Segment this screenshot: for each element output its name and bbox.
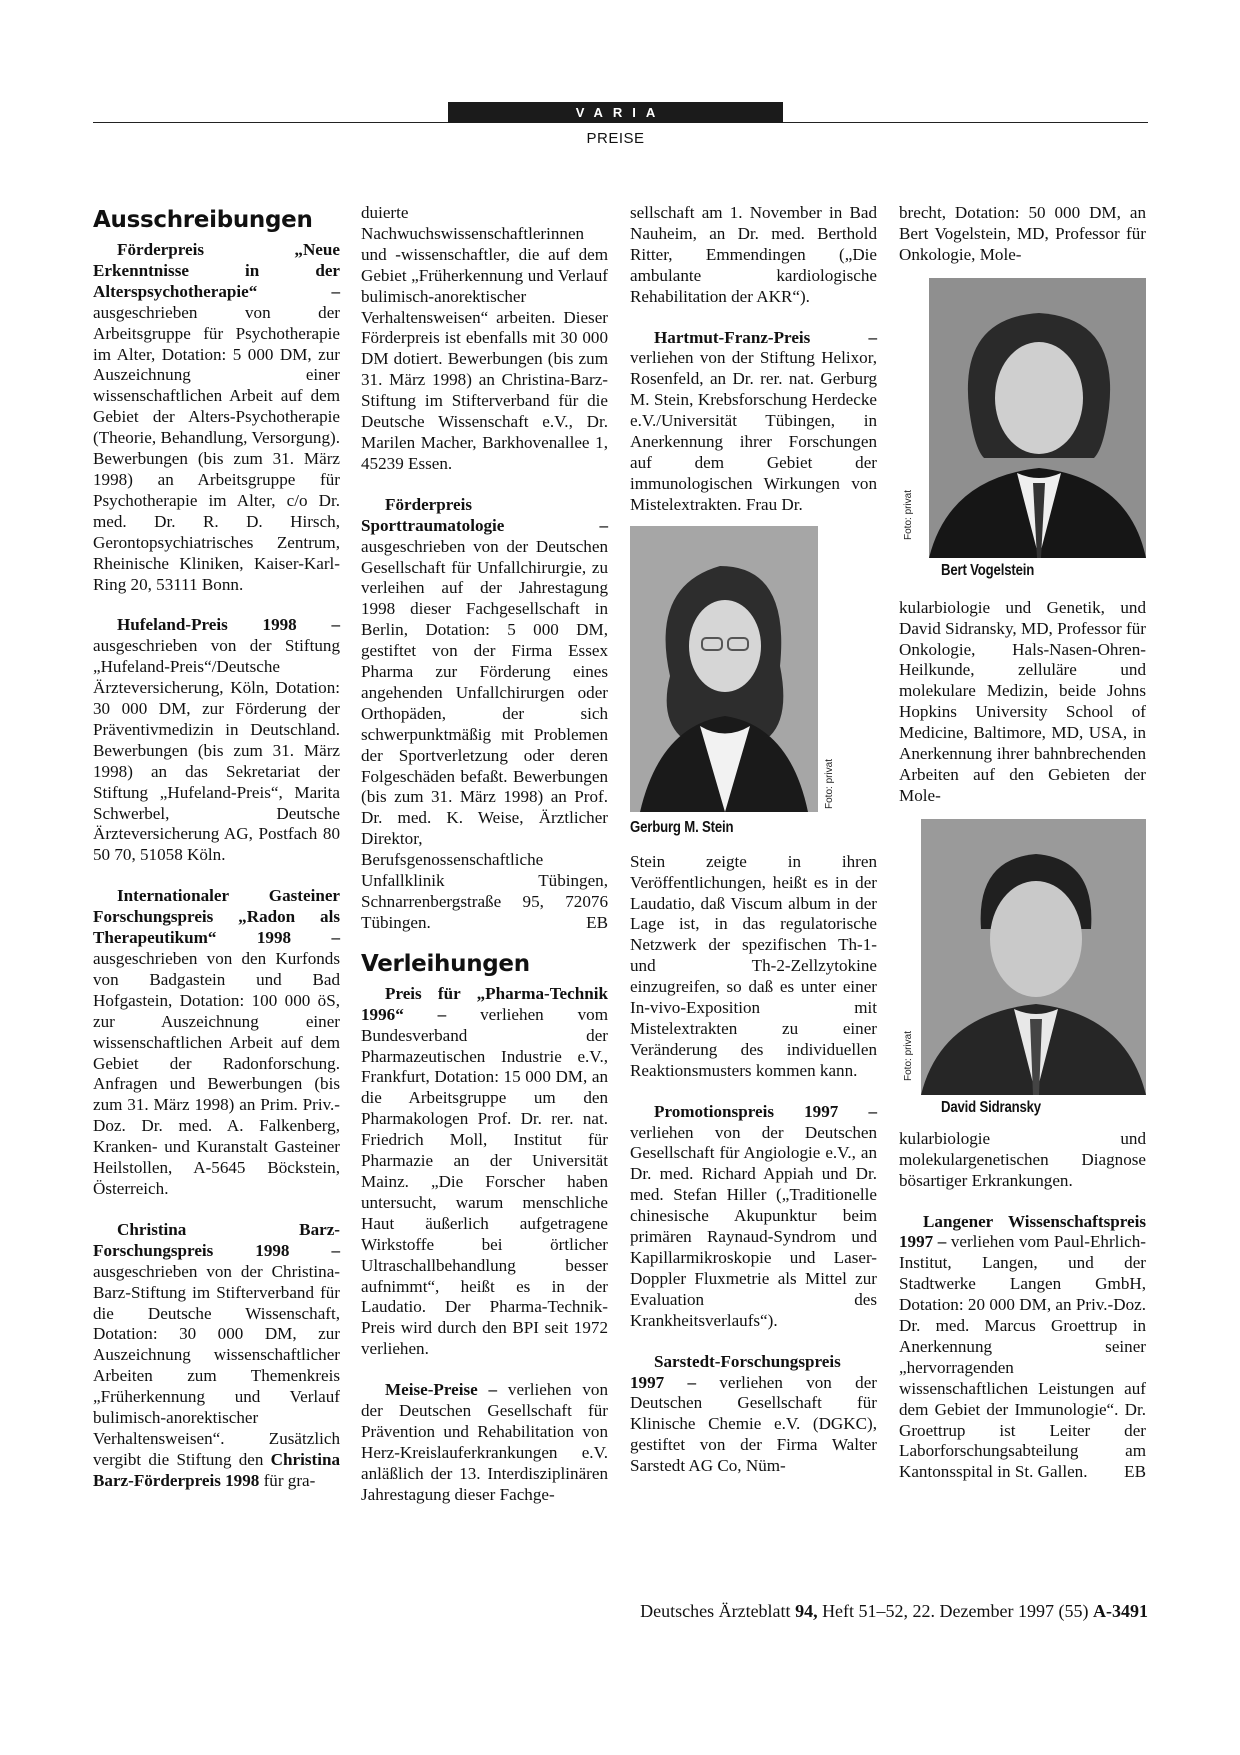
column-3	[630, 203, 877, 1477]
prize-title: Förderpreis „Neue Erkenntnisse in der Alterspsychotherapie“ –	[93, 240, 340, 301]
column-1	[93, 203, 340, 1492]
paragraph-pharma-technik: Preis für „Pharma-Technik 1996“ – verliehen vom Bundesverband der Pharmazeutischen Industrie e.V., Frankfurt, Dotation: 15 000 DM, an die Arbeitsgruppe um den Pharmakologen Prof. Dr. rer. nat. Friedrich Moll, Institut für Pharmazie an der Universität Mainz. „Die Forscher haben untersucht, warum menschliche Haut äußerlich aufgetragene Wirkstoffe bei örtlicher Ultraschallbehandlung besser aufnimmt“, heißt es in der Laudatio. Der Pharma-Technik-Preis wird durch den BPI seit 1972 verliehen.	[361, 983, 609, 1359]
paragraph-vogelstein-cont: kularbiologie und Genetik, und David Sidransky, MD, Professor für Onkologie, Hals-Nasen-Ohren-Heilkunde, zelluläre und molekulare Medizin, beide Johns Hopkins University School of Medicine, Baltimore, MD, USA, in Anerkennung ihrer bahnbrechenden Arbeiten auf den Gebieten der Mole-	[899, 597, 1146, 805]
photo-credit: Foto: privat	[903, 489, 914, 540]
author-initials: EB	[586, 912, 608, 932]
paragraph-sarstedt-cont: brecht, Dotation: 50 000 DM, an Bert Vogelstein, MD, Professor für Onkologie, Mole-	[899, 203, 1146, 264]
heading-verleihungen: Verleihungen	[361, 950, 530, 977]
photo-gerburg-stein	[630, 526, 880, 846]
page-footer	[520, 1601, 1148, 1622]
photo-credit: Foto: privat	[824, 758, 835, 809]
prize-title: Preis für „Pharma-Technik 1996“ –	[361, 983, 608, 1024]
paragraph-barz-cont: duierte Nachwuchswissenschaftlerinnen und -wissenschaftler, die auf dem Gebiet „Früherkennung und Verlauf bulimisch-anorektischer Verhaltensweisen“ arbeiten. Dieser Förderpreis ist ebenfalls mit 30 000 DM dotiert. Bewerbungen (bis zum 31. März 1998) an Christina-Barz-Stiftung im Stifterverband für die Deutsche Wissenschaft e.V., Dr. Marilen Macher, Barkhovenallee 1, 45239 Essen.	[361, 203, 608, 473]
photo-credit: Foto: privat	[903, 1030, 914, 1081]
paragraph-stein-cont: Stein zeigte in ihren Veröffentlichungen, heißt es in der Laudatio, daß Viscum album in der Lage ist, in das regulatorische Netzwerk der spezifischen Th-1- und Th-2-Zellzytokine einzugreifen, so daß es unter einer In-vivo-Exposition mit Mistelextrakten zu einer Veränderung des individuellen Reaktionsmusters kommen kann.	[630, 851, 877, 1080]
paragraph-neue-erkenntnisse: Förderpreis „Neue Erkenntnisse in der Alterspsychotherapie“ – ausgeschrieben von der Arbeitsgruppe für Psychotherapie im Alter, Dotation: 5 000 DM, zur Auszeichnung einer wissenschaftlichen Arbeit auf dem Gebiet der Alters-Psychotherapie (Theorie, Behandlung, Versorgung). Bewerbungen (bis zum 31. März 1998) an Arbeitsgruppe für Psychotherapie im Alter, c/o Dr. med. Dr. R. D. Hirsch, Gerontopsychiatrisches Zentrum, Rheinische Kliniken, Kaiser-Karl-Ring 20, 53111 Bonn.	[93, 240, 340, 594]
paragraph-sporttraumatologie: Förderpreis Sporttraumatologie – ausgeschrieben von der Deutschen Gesellschaft für Unfallchirurgie, zu verleihen auf der Jahrestagung 1998 dieser Fachgesellschaft in Berlin, Dotation: 5 000 DM, gestiftet von der Firma Essex Pharma zur Förderung eines angehenden Unfallchirurgen oder Orthopäden, der sich schwerpunktmäßig mit Problemen der Sportverletzung oder deren Folgeschäden befaßt. Bewerbungen (bis zum 31. März 1998) an Prof. Dr. med. K. Weise, Ärztlicher Direktor, Berufsgenossenschaftliche Unfallklinik Tübingen, Schnarrenbergstraße 95, 72076 Tübingen. EB	[361, 494, 608, 932]
photo-bert-vogelstein	[899, 278, 1149, 586]
issue-info: Heft 51–52, 22. Dezember 1997 (55)	[817, 1601, 1093, 1621]
portrait-image	[921, 819, 1146, 1095]
photo-caption: Bert Vogelstein	[941, 561, 1035, 579]
paragraph-hartmut-franz: Hartmut-Franz-Preis – verliehen von der Stiftung Helixor, Rosenfeld, an Dr. rer. nat. Gerburg M. Stein, Krebsforschung Herdecke e.V./Universität Tübingen, in Anerkennung ihrer Forschungen auf dem Gebiet der immunologischen Wirkungen von Mistelextrakten. Frau Dr.	[630, 327, 877, 514]
portrait-image	[630, 526, 818, 812]
paragraph-meise-cont: sellschaft am 1. November in Bad Nauheim, an Dr. med. Berthold Ritter, Emmendingen („Die ambulante kardiologische Rehabilitation der AKR“).	[630, 203, 877, 306]
paragraph-gasteiner: Internationaler Gasteiner Forschungspreis „Radon als Therapeutikum“ 1998 – ausgeschrieben von den Kurfonds von Badgastein und Bad Hofgastein, Dotation: 100 000 öS, zur Auszeichnung einer wissenschaftlichen Arbeit auf dem Gebiet der Radonforschung. Anfragen und Bewerbungen (bis zum 31. März 1998) an Prim. Priv.-Doz. Dr. med. A. Falkenberg, Kranken- und Kuranstalt Gasteiner Heilstollen, A-5645 Böckstein, Österreich.	[93, 886, 340, 1198]
prize-title: Sarstedt-Forschungspreis 1997 –	[630, 1351, 841, 1392]
paragraph-sarstedt: Sarstedt-Forschungspreis 1997 – verliehen von der Deutschen Gesellschaft für Klinische Chemie e.V. (DGKC), gestiftet von der Firma Walter Sarstedt AG Co, Nüm-	[630, 1351, 877, 1476]
photo-caption: David Sidransky	[941, 1098, 1041, 1116]
paragraph-promotionspreis: Promotionspreis 1997 – verliehen von der Deutschen Gesellschaft für Angiologie e.V., an Dr. med. Richard Appiah und Dr. med. Stefan Hiller („Traditionelle chinesische Akupunktur beim primären Raynaud-Syndrom und Kapillarmikroskopie und Laser-Doppler Fluxmetrie als Mittel zur Evaluation des Krankheitsverlaufs“).	[630, 1101, 877, 1330]
prize-title: Meise-Preise –	[385, 1380, 498, 1400]
paragraph-hufeland: Hufeland-Preis 1998 – ausgeschrieben von der Stiftung „Hufeland-Preis“/Deutsche Ärzteversicherung, Köln, Dotation: 30 000 DM, zur Förderung der Präventivmedizin in Deutschland. Bewerbungen (bis zum 31. März 1998) an das Sekretariat der Stiftung „Hufeland-Preis“, Marita Schwerbel, Deutsche Ärzteversicherung AG, Postfach 80 50 70, 51058 Köln.	[93, 615, 340, 865]
author-initials: EB	[1124, 1462, 1146, 1482]
column-2	[361, 203, 608, 1506]
prize-title: Hartmut-Franz-Preis –	[654, 327, 877, 347]
paragraph-sidransky-cont: kularbiologie und molekulargenetischen Diagnose bösartiger Erkrankungen.	[899, 1128, 1146, 1190]
prize-title: Promotionspreis 1997 –	[654, 1101, 877, 1121]
column-4	[899, 203, 1146, 1483]
prize-title: Internationaler Gasteiner Forschungspreis „Radon als Therapeutikum“ 1998 –	[93, 886, 340, 948]
photo-caption: Gerburg M. Stein	[630, 818, 734, 836]
journal-name: Deutsches Ärzteblatt	[640, 1601, 796, 1621]
heading-ausschreibungen: Ausschreibungen	[93, 207, 313, 233]
varia-banner: VARIA	[448, 102, 783, 123]
prize-title: Förderpreis Sporttraumatologie –	[361, 494, 608, 535]
paragraph-langener: Langener Wissenschaftspreis 1997 – verliehen vom Paul-Ehrlich-Institut, Langen, und der Stadtwerke Langen GmbH, Dotation: 20 000 DM, an Priv.-Doz. Dr. med. Marcus Groettrup in Anerkennung seiner „hervorragenden wissenschaftlichen Leistungen auf dem Gebiet der Immunologie“. Dr. Groettrup ist Leiter der Laborforschungsabteilung am Kantonsspital in St. Gallen. EB	[899, 1211, 1146, 1482]
prize-title: Christina Barz-Forschungspreis 1998 –	[93, 1219, 340, 1260]
page-number: A-3491	[1093, 1601, 1148, 1621]
prize-title: Langener Wissenschaftspreis 1997 –	[899, 1211, 1146, 1252]
portrait-image	[929, 278, 1146, 558]
section-label: PREISE	[586, 130, 645, 147]
journal-volume: 94,	[795, 1601, 818, 1621]
paragraph-barz: Christina Barz-Forschungspreis 1998 – ausgeschrieben von der Christina-Barz-Stiftung im Stifterverband für die Deutsche Wissenschaft, Dotation: 30 000 DM, zur Auszeichnung wissenschaftlicher Arbeiten zum Themenkreis „Früherkennung und Verlauf bulimisch-anorektischer Verhaltensweisen“. Zusätzlich vergibt die Stiftung den Christina Barz-Förderpreis 1998 für gra-	[93, 1219, 340, 1490]
photo-david-sidransky	[899, 819, 1149, 1121]
prize-title: Hufeland-Preis 1998 –	[117, 615, 340, 635]
paragraph-meise: Meise-Preise – verliehen von der Deutschen Gesellschaft für Prävention und Rehabilitation von Herz-Kreislauferkrankungen e.V. anläßlich der 13. Interdisziplinären Jahrestagung dieser Fachge-	[361, 1380, 608, 1504]
